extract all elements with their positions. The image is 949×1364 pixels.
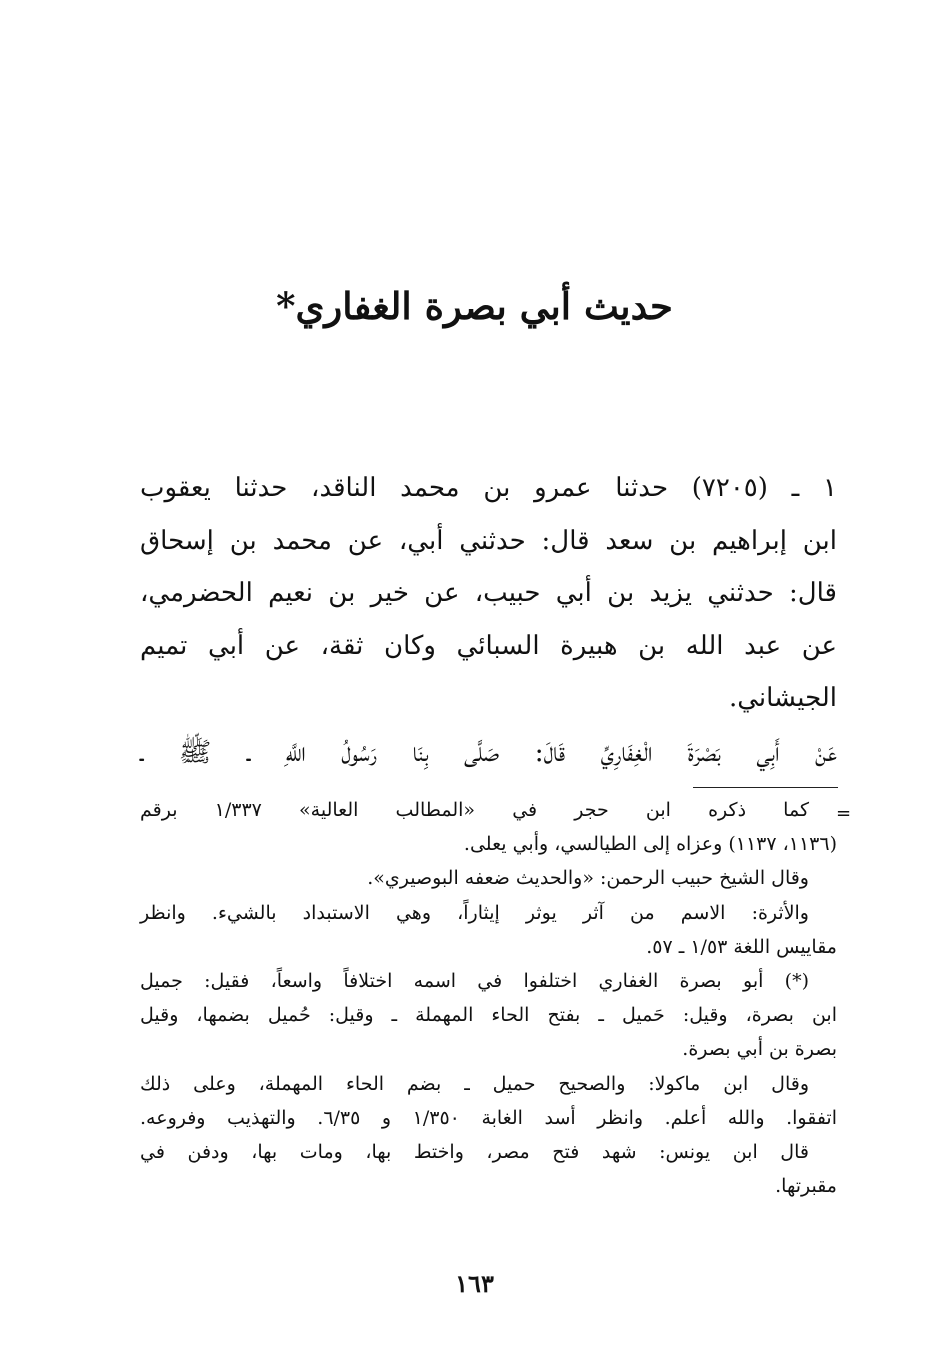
footnote-line: مقاييس اللغة ١/٥٣ ـ ٥٧.: [646, 935, 837, 958]
main-text-line: ابن إبراهيم بن سعد قال: حدثني أبي، عن محمد بن إسحاق: [140, 525, 837, 556]
page-number: ١٦٣: [455, 1269, 494, 1298]
main-text: [140, 462, 837, 781]
footnote-line: (١١٣٦، ١١٣٧) وعزاه إلى الطيالسي، وأبي يعلى.: [463, 833, 837, 856]
main-text-line: عن عبد الله بن هبيرة السبائي وكان ثقة، عن أبي تميم: [140, 630, 837, 661]
main-text-line: الجيشاني.: [728, 683, 837, 713]
main-text-line: قال: حدثني يزيد بن أبي حبيب، عن خير بن نعيم الحضرمي،: [140, 578, 837, 608]
footnote-line: كما ذكره ابن حجر في «المطالب العالية» ١/٣٣٧ برقم: [140, 799, 809, 821]
main-text-line: ١ ـ (٧٢٠٥) حدثنا عمرو بن محمد الناقد، حدثنا يعقوب: [140, 473, 837, 503]
footnote-line: قال ابن يونس: شهد فتح مصر، واختط بها، ومات بها، ودفن في: [140, 1140, 809, 1163]
chapter-title: حديث أبي بصرة الغفاري*: [276, 284, 673, 328]
footnote-separator: [693, 787, 838, 788]
footnote-line: (*) أبو بصرة الغفاري اختلفوا في اسمه اختلافاً واسعاً، فقيل: جميل: [140, 969, 809, 992]
footnote-continuation-mark: =: [836, 803, 852, 824]
footnotes: [140, 793, 837, 1203]
footnote-line: والأثرة: الاسم من آثر يوثر إيثاراً، وهي الاستبداد بالشيء. وانظر: [140, 901, 809, 924]
footnote-line: بصرة بن أبي بصرة.: [682, 1038, 837, 1061]
hadith-text: عَنْ أَبِي بَصْرَةَ الْغِفَارِيِّ قَالَ: صَلَّى بِنَا رَسُولُ اللَّهِ ـ ﷺ ـ: [140, 736, 837, 768]
footnote-line: اتفقوا. والله أعلم. وانظر أسد الغابة ١/٣٥٠ و ٦/٣٥. والتهذيب وفروعه.: [140, 1106, 837, 1129]
footnote-line: وقال ابن ماكولا: والصحيح حميل ـ بضم الحاء المهملة، وعلى ذلك: [140, 1072, 809, 1095]
footnote-line: وقال الشيخ حبيب الرحمن: «والحديث ضعفه البوصيري».: [367, 867, 809, 890]
footnote-line: ابن بصرة، وقيل: حَميل ـ بفتح الحاء المهملة ـ وقيل: حُميل بضمها، وقيل: [140, 1004, 837, 1027]
footnote-line: مقبرتها.: [775, 1175, 837, 1198]
